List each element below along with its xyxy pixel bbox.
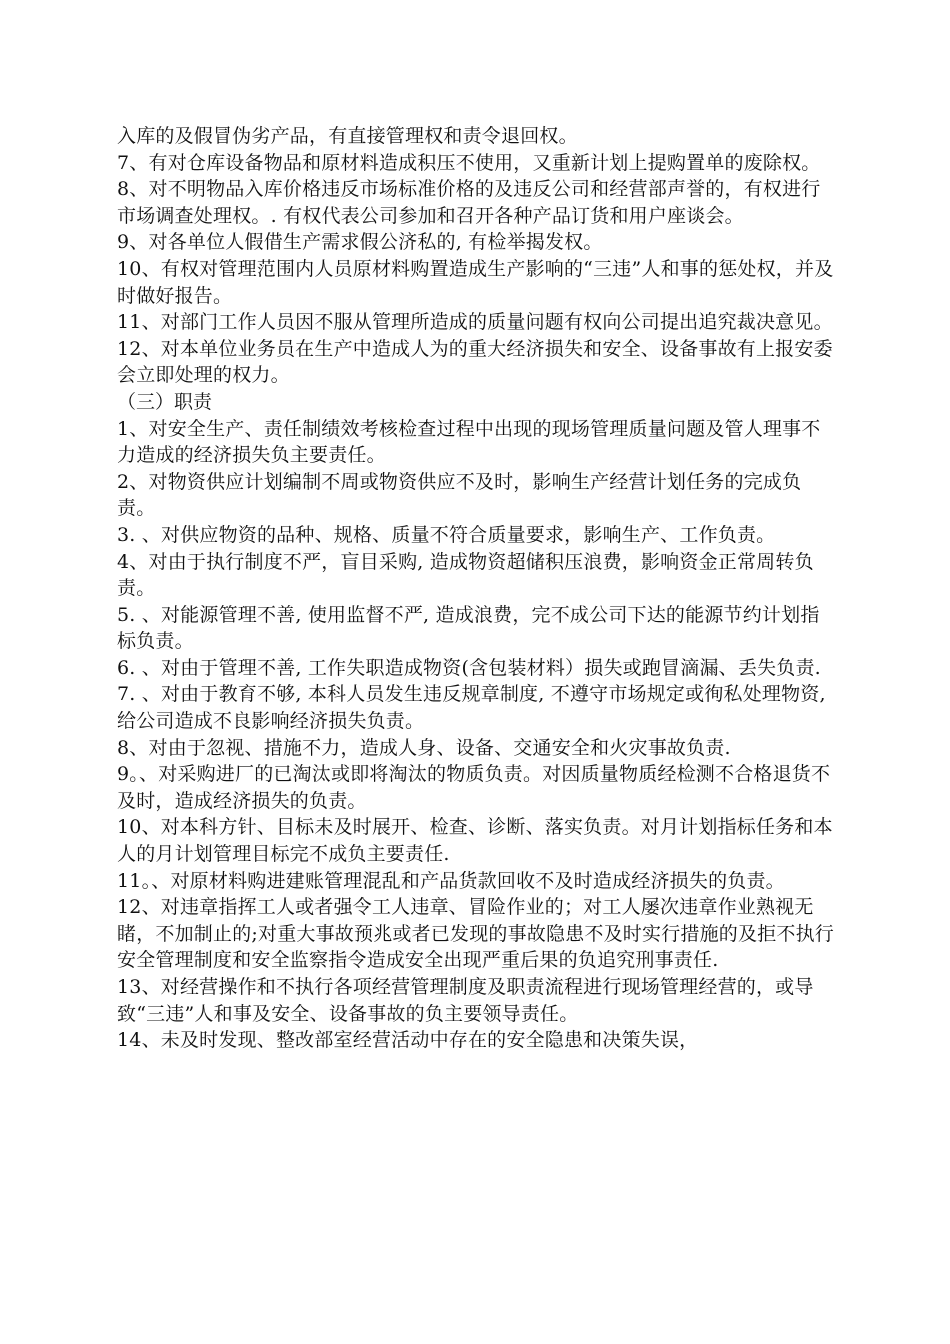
duty-item-10: 10、对本科方针、目标未及时展开、检查、诊断、落实负责。对月计划指标任务和本人的月计划管理目标完不成负主要责任. [117,816,833,866]
rights-item-10: 10、有权对管理范围内人员原材料购置造成生产影响的“三违”人和事的惩处权，并及时做好报告。 [117,257,834,307]
rights-item-9: 9、对各单位人假借生产需求假公济私的, 有检举揭发权。 [117,231,603,254]
duty-item-13: 13、对经营操作和不执行各项经营管理制度及职责流程进行现场管理经营的，或导致“三违”人和事及安全、设备事故的负主要领导责任。 [117,976,814,1025]
duty-item-5: 5. 、对能源管理不善, 使用监督不严, 造成浪费，完不成公司下达的能源节约计划指标负责。 [117,603,820,653]
duty-item-2: 2、对物资供应计划编制不周或物资供应不及时，影响生产经营计划任务的完成负责。 [117,470,802,520]
duty-item-14: 14、未及时发现、整改部室经营活动中存在的安全隐患和决策失误， [117,1029,699,1052]
rights-item-12: 12、对本单位业务员在生产中造成人为的重大经济损失和安全、设备事故有上报安委会立即处理的权力。 [117,337,833,387]
rights-item-6-continued: 入库的及假冒伪劣产品，有直接管理权和责令退回权。 [117,125,578,147]
rights-item-11: 11、对部门工作人员因不服从管理所造成的质量问题有权向公司提出追究裁决意见。 [117,311,833,334]
duty-item-3: 3. 、对供应物资的品种、规格、质量不符合质量要求，影响生产、工作负责。 [117,523,776,546]
duty-item-7: 7. 、对由于教育不够, 本科人员发生违反规章制度, 不遵守市场规定或徇私处理物资, 给公司造成不良影响经济损失负责。 [117,683,826,733]
section-heading-duties: （三）职责 [117,390,213,413]
duty-item-8: 8、对由于忽视、措施不力，造成人身、设备、交通安全和火灾事故负责. [117,736,731,759]
duty-item-12: 12、对违章指挥工人或者强令工人违章、冒险作业的；对工人屡次违章作业熟视无睹，不加制止的;对重大事故预兆或者已发现的事故隐患不及时实行措施的及拒不执行安全管理制度和安全监察指令造成安全出现严重后果的负追究刑事责任. [117,896,835,972]
duty-item-1: 1、对安全生产、责任制绩效考核检查过程中出现的现场管理质量问题及管人理事不力造成的经济损失负主要责任。 [117,417,821,467]
rights-item-7: 7、有对仓库设备物品和原材料造成积压不使用，又重新计划上提购置单的废除权。 [117,151,821,174]
document-page [117,123,837,1054]
duty-item-4: 4、对由于执行制度不严，盲目采购, 造成物资超储积压浪费，影响资金正常周转负责。 [117,550,814,600]
duty-item-6: 6. 、对由于管理不善, 工作失职造成物资(含包装材料）损失或跑冒滴漏、丢失负责. [117,656,821,679]
duty-item-9: 9。、对采购进厂的已淘汰或即将淘汰的物质负责。对因质量物质经检测不合格退货不及时，造成经济损失的负责。 [117,763,831,812]
rights-item-8: 8、对不明物品入库价格违反市场标准价格的及违反公司和经营部声誉的，有权进行市场调查处理权。. 有权代表公司参加和召开各种产品订货和用户座谈会。 [117,178,821,227]
duty-item-11: 11。、对原材料购进建账管理混乱和产品货款回收不及时造成经济损失的负责。 [117,869,785,892]
